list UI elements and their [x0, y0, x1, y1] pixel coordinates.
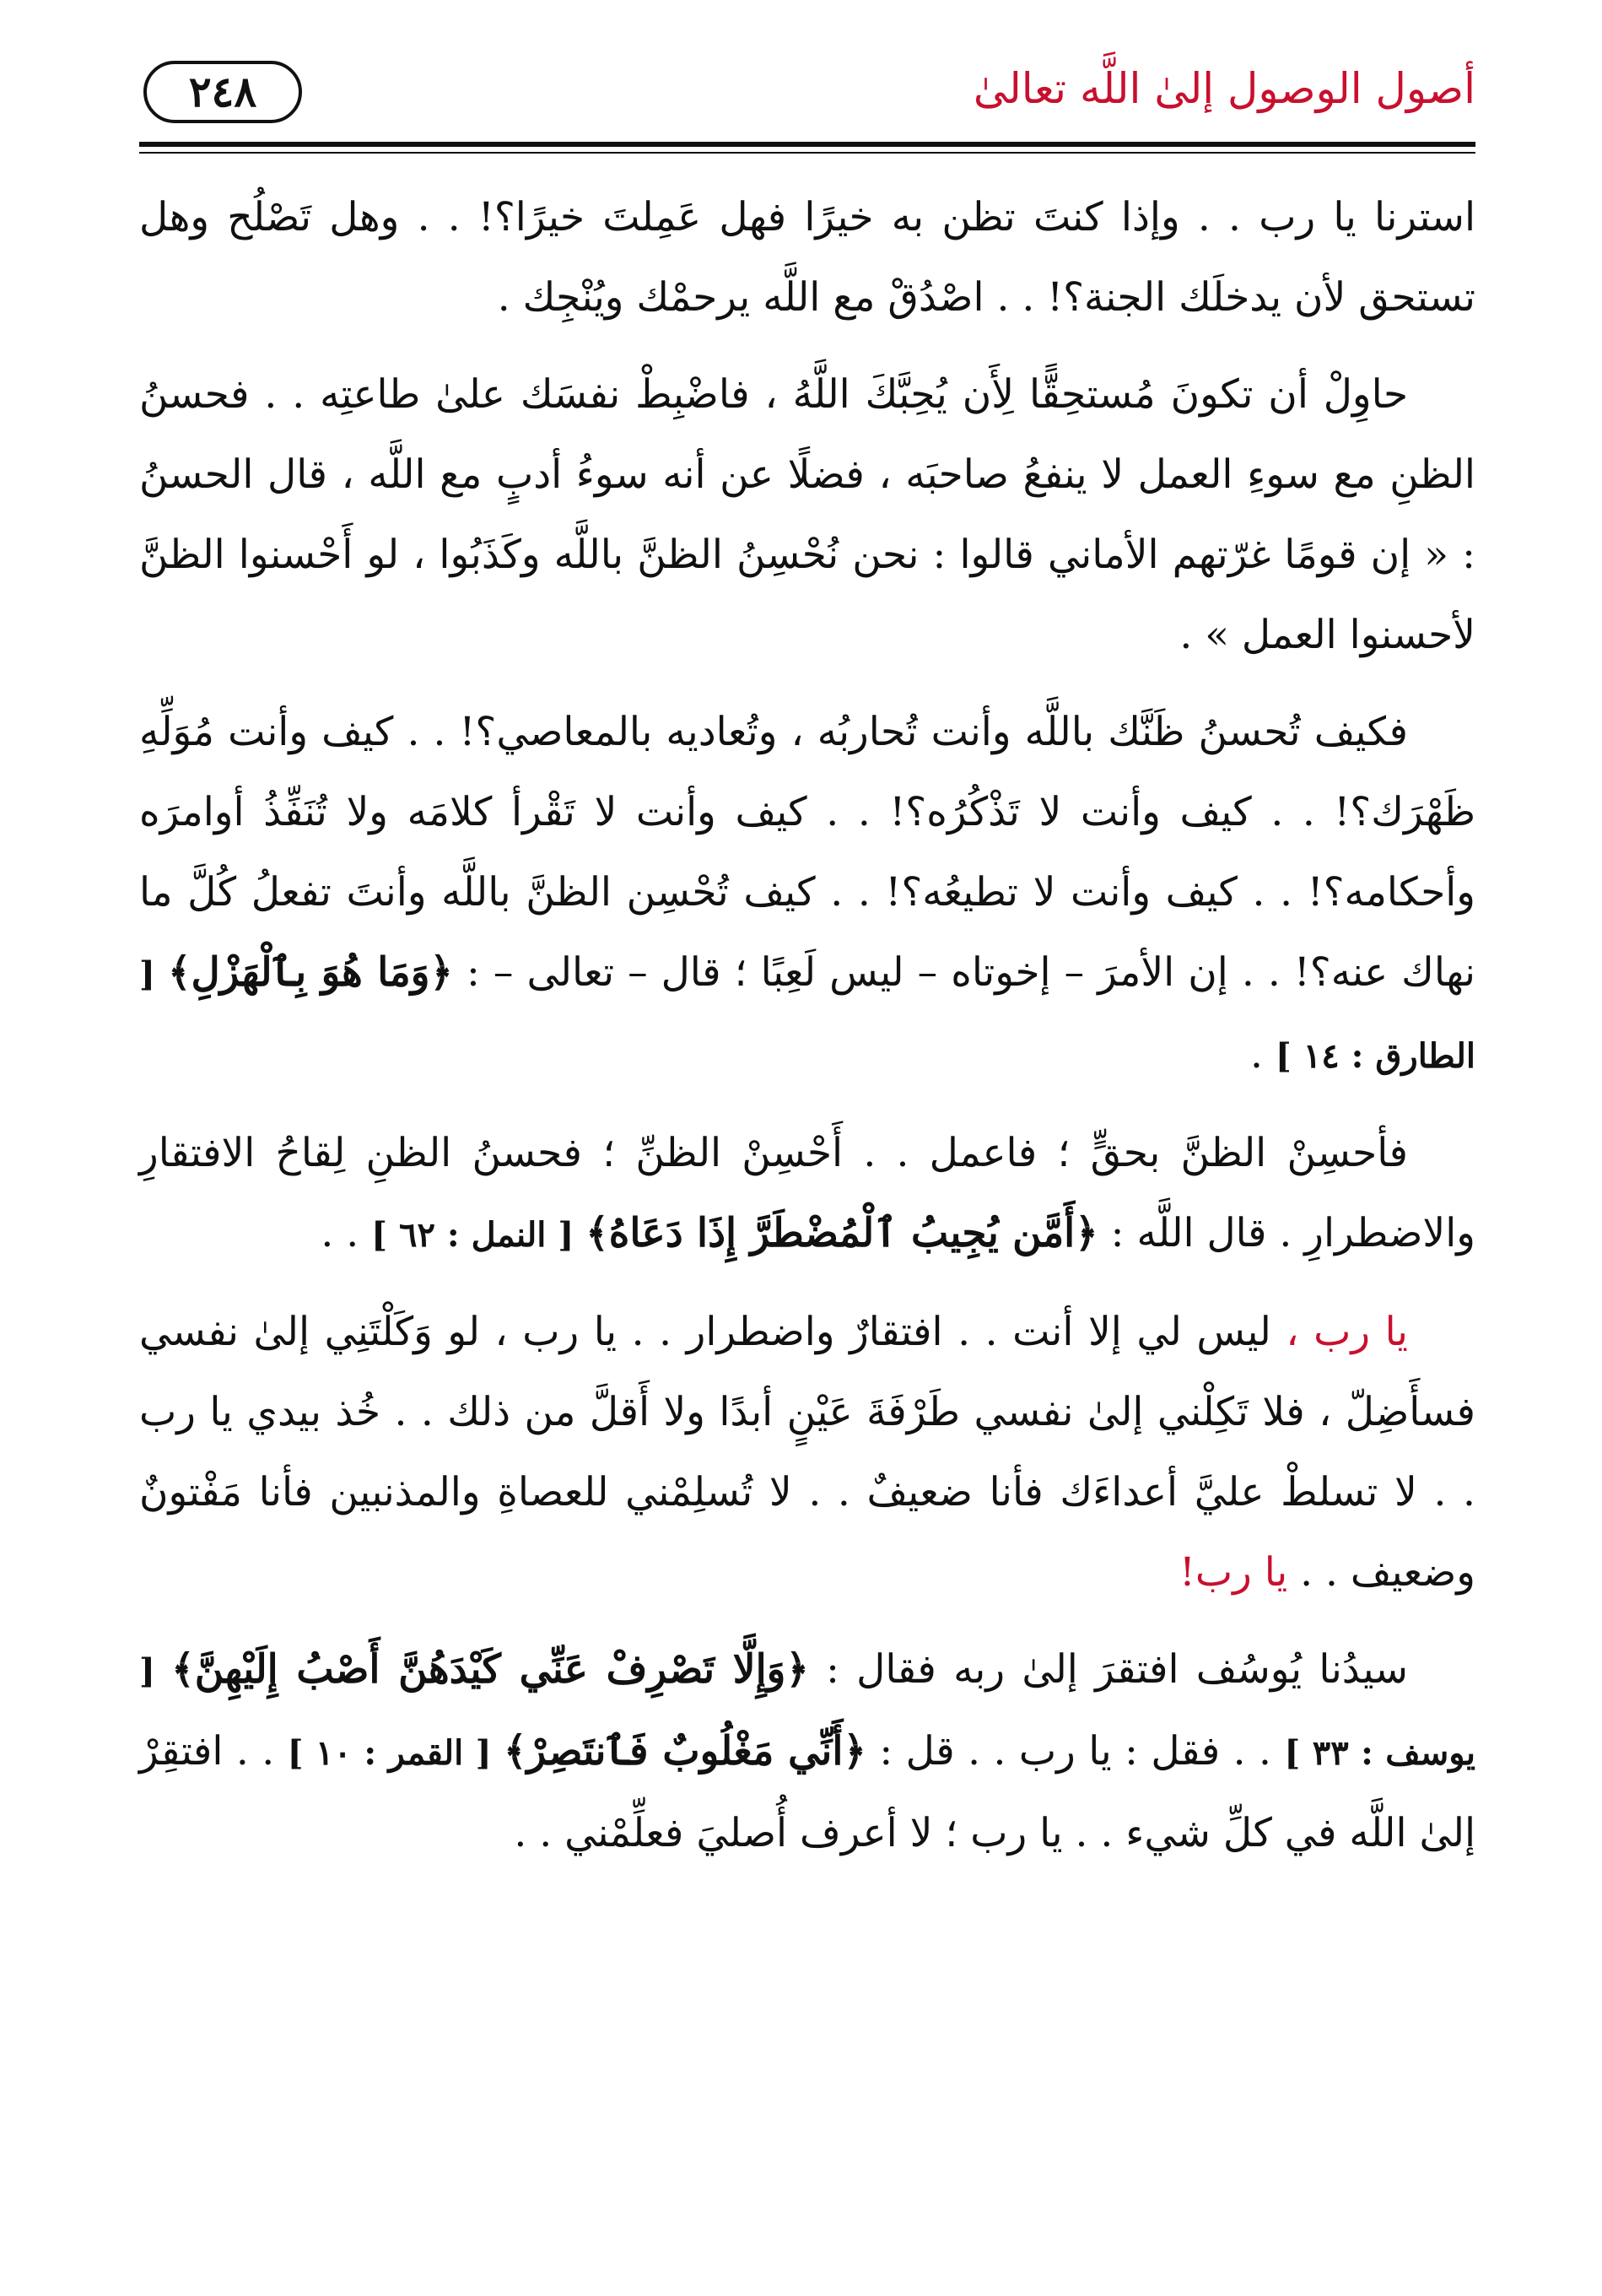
- verse-reference: [ النمل : ٦٢ ]: [371, 1215, 586, 1255]
- paragraph-text: .: [1250, 1031, 1276, 1078]
- running-title: أصول الوصول إلىٰ اللَّه تعالىٰ: [973, 64, 1475, 113]
- paragraph: [139, 692, 1475, 1096]
- paragraph-text: فكيف تُحسنُ ظَنَّك باللَّه وأنت تُحاربُه ، وتُعاديه بالمعاصي؟! . . كيف وأنت مُوَلِّهِ ظَهْرَك؟! . . كيف وأنت لا تَذْكُرُه؟! . . كيف وأنت لا تَقْرأ كلامَه ولا تُنَفِّذُ أوامرَه وأحكامه؟! . . كيف وأنت لا تطيعُه؟! . . كيف تُحْسِن الظنَّ باللَّه وأنتَ تفعلُ كُلَّ ما نهاك عنه؟! . . إن الأمرَ – إخوتاه – ليس لَعِبًا ؛ قال – تعالى – :: [139, 709, 1475, 996]
- verse-reference: [ القمر : ١٠ ]: [287, 1733, 504, 1773]
- paragraph-text: ليس لي إلا أنت . . افتقارٌ واضطرار . . يا رب ، لو وَكَلْتَنِي إلىٰ نفسي فسأَضِلّ ، فلا تَكِلْني إلىٰ نفسي طَرْفَةَ عَيْنٍ أبدًا ولا أَقلَّ من ذلك . . خُذ بيدي يا رب . . لا تسلطْ عليَّ أعداءَك فأنا ضعيفٌ . . لا تُسلِمْني للعصاةِ والمذنبين فأنا مَفْتونٌ وضعيف . .: [139, 1309, 1475, 1596]
- quran-verse: ﴿وَمَا هُوَ بِٱلْهَزْلِ﴾: [167, 949, 453, 996]
- paragraph: [139, 354, 1475, 675]
- page-number-badge: ٢٤٨: [143, 61, 302, 123]
- paragraph: [139, 177, 1475, 338]
- paragraph-text: استرنا يا رب . . وإذا كنتَ تظن به خيرًا فهل عَمِلتَ خيرًا؟! . . وهل تَصْلُح وهل تستحق لأن يدخلَك الجنة؟! . . اصْدُقْ مع اللَّه يرحمْك ويُنْجِك .: [139, 194, 1475, 321]
- quran-verse: ﴿وَإِلَّا تَصْرِفْ عَنِّي كَيْدَهُنَّ أَصْبُ إِلَيْهِنَّ﴾: [171, 1646, 809, 1693]
- verse-reference: [ يوسف : ٣٣ ]: [139, 1651, 1475, 1773]
- highlighted-phrase: يا رب!: [1179, 1549, 1288, 1596]
- paragraph: [139, 1292, 1475, 1613]
- paragraph-text: . . فقل : يا رب . . قل :: [866, 1728, 1285, 1775]
- paragraph: [139, 1629, 1475, 1873]
- paragraph-text: سيدُنا يُوسُف افتقرَ إلىٰ ربه فقال :: [808, 1646, 1409, 1693]
- header-rule-thin: [139, 152, 1475, 154]
- verse-reference: [ الطارق : ١٤ ]: [139, 954, 1475, 1076]
- paragraph-text: حاوِلْ أن تكونَ مُستحِقًّا لِأَن يُحِبَّكَ اللَّهُ ، فاضْبِطْ نفسَك علىٰ طاعتِه . . فحسنُ الظنِ مع سوءِ العمل لا ينفعُ صاحبَه ، فضلًا عن أنه سوءُ أدبٍ مع اللَّه ، قال الحسنُ : « إن قومًا غرّتهم الأماني قالوا : نحن نُحْسِنُ الظنَّ باللَّه وكَذَبُوا ، لو أَحْسنوا الظنَّ لأحسنوا العمل » .: [139, 371, 1475, 658]
- quran-verse: ﴿أَنِّي مَغْلُوبٌ فَٱنتَصِرْ﴾: [503, 1728, 866, 1775]
- quran-verse: ﴿أَمَّن يُجِيبُ ٱلْمُضْطَرَّ إِذَا دَعَاهُ﴾: [585, 1210, 1098, 1256]
- paragraph-text: . .: [321, 1210, 372, 1256]
- paragraph: [139, 1113, 1475, 1275]
- paragraph-text: فأحسِنْ الظنَّ بحقٍّ ؛ فاعمل . . أَحْسِنْ الظنِّ ؛ فحسنُ الظنِ لِقاحُ الافتقارِ والاضطرارِ . قال اللَّه :: [139, 1130, 1475, 1256]
- page-body: [139, 177, 1475, 1890]
- highlighted-phrase: يا رب ،: [1286, 1309, 1408, 1355]
- header-rule-thick: [139, 142, 1475, 147]
- page-header: [143, 52, 1475, 137]
- paragraph-text: . . افتقِرْ إلىٰ اللَّه في كلِّ شيء . . يا رب ؛ لا أعرف أُصليَ فعلِّمْني . .: [139, 1728, 1475, 1856]
